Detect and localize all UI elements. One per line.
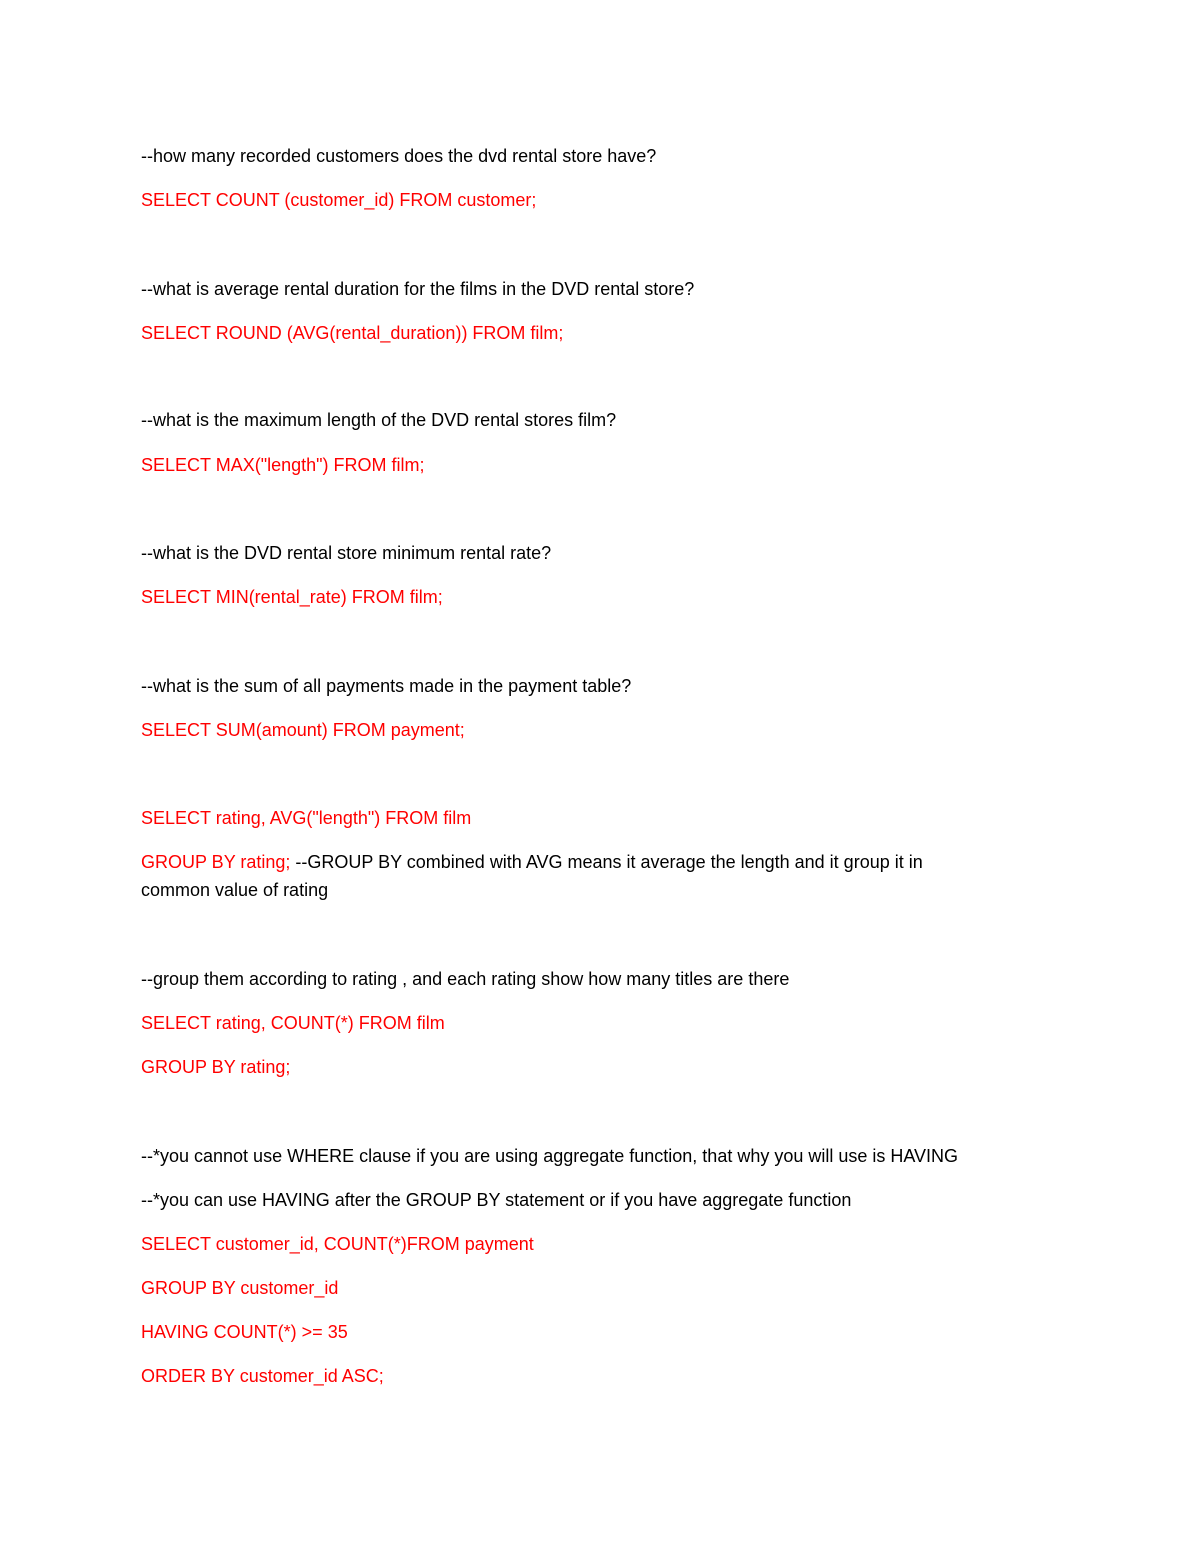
sql-payment-sum: SELECT SUM(amount) FROM payment;: [141, 720, 465, 740]
group-by-explanation-continued: common value of rating: [141, 880, 329, 900]
sql-average-rental-duration: SELECT ROUND (AVG(rental_duration)) FROM film;: [141, 323, 564, 343]
question-payment-sum: --what is the sum of all payments made in the payment table?: [141, 676, 632, 696]
sql-min-rental-rate: SELECT MIN(rental_rate) FROM film;: [141, 587, 443, 607]
question-min-rental-rate: --what is the DVD rental store minimum rental rate?: [141, 543, 552, 563]
sql-customer-count: SELECT COUNT (customer_id) FROM customer;: [141, 190, 537, 210]
sql-group-by-customer: GROUP BY customer_id: [141, 1278, 339, 1298]
group-by-explanation: --GROUP BY combined with AVG means it average the length and it group it in: [290, 852, 923, 872]
sql-having-count: HAVING COUNT(*) >= 35: [141, 1322, 348, 1342]
sql-rating-count: SELECT rating, COUNT(*) FROM film: [141, 1013, 445, 1033]
question-average-rental-duration: --what is average rental duration for the films in the DVD rental store?: [141, 279, 695, 299]
question-titles-per-rating: --group them according to rating , and each rating show how many titles are there: [141, 969, 790, 989]
question-max-length: --what is the maximum length of the DVD rental stores film?: [141, 410, 617, 430]
sql-customer-payment-count: SELECT customer_id, COUNT(*)FROM payment: [141, 1234, 534, 1254]
note-having-usage: --*you can use HAVING after the GROUP BY statement or if you have aggregate function: [141, 1190, 852, 1210]
sql-order-by-customer: ORDER BY customer_id ASC;: [141, 1366, 384, 1386]
sql-group-by-rating: GROUP BY rating;: [141, 852, 291, 872]
question-customer-count: --how many recorded customers does the dvd rental store have?: [141, 146, 657, 166]
note-where-vs-having: --*you cannot use WHERE clause if you are using aggregate function, that why you will use is HAVING: [141, 1146, 959, 1166]
sql-group-by-rating-2: GROUP BY rating;: [141, 1057, 291, 1077]
sql-max-length: SELECT MAX("length") FROM film;: [141, 455, 425, 475]
sql-rating-average-length: SELECT rating, AVG("length") FROM film: [141, 808, 472, 828]
sql-group-by-rating-with-comment: [141, 848, 923, 876]
